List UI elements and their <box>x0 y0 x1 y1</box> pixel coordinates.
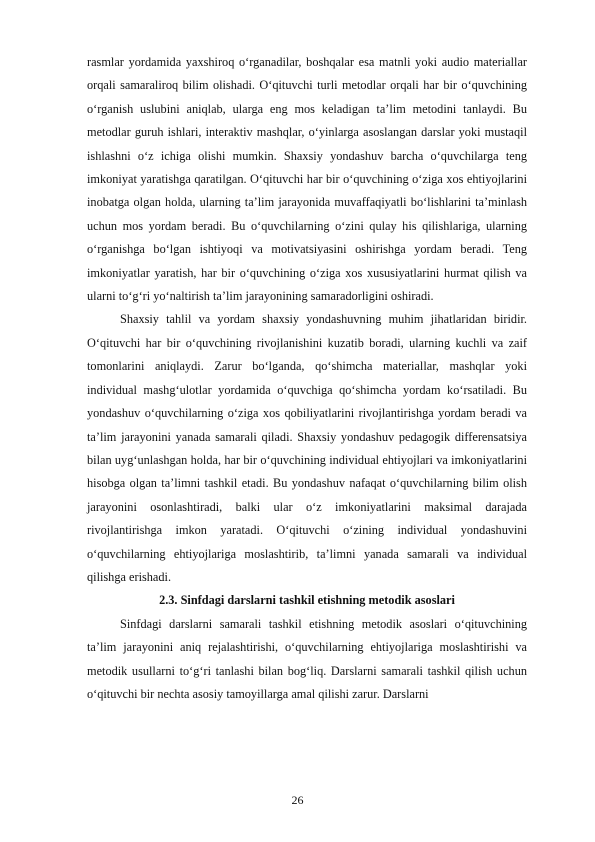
section-heading: 2.3. Sinfdagi darslarni tashkil etishning metodik asoslari <box>159 593 455 608</box>
section-paragraph: Sinfdagi darslarni samarali tashkil etishning metodik asoslari o‘qituvchining ta’lim jarayonini aniq rejalashtirishi, o‘quvchilarning ehtiyojlariga moslashtirishi va metodik usullarni to‘g‘ri tanlashi bilan bog‘liq. Darslarni samarali tashkil qilish uchun o‘qituvchi bir nechta asosiy tamoyillarga amal qilishi zarur. Darslarni <box>87 616 527 701</box>
paragraph-1: rasmlar yordamida yaxshiroq o‘rganadilar, boshqalar esa matnli yoki audio materiallar orqali samaraliroq bilim olishadi. O‘qituvchi turli metodlar orqali har bir o‘quvchining o‘rganish uslubini aniqlab, ularga eng mos keladigan ta’lim metodini tanlaydi. Bu metodlar guruh ishlari, interaktiv mashqlar, o‘yinlarga asoslangan darslar yoki mustaqil ishlashni o‘z ichiga olishi mumkin. Shaxsiy yondashuv barcha o‘quvchilarga teng imkoniyat yaratishga qaratilgan. O‘qituvchi har bir o‘quvchining o‘ziga xos ehtiyojlarini inobatga olgan holda, ularning ta’lim jarayonida muvaffaqiyatli bo‘lishlarini ta’minlash uchun mos yordam beradi. Bu o‘quvchilarning o‘zini qulay his qilishlariga, ularning o‘rganishga bo‘lgan ishtiyoqi va motivatsiyasini oshirishga yordam beradi. Teng imkoniyatlar yaratish, har bir o‘quvchining o‘ziga xos xususiyatlarini hurmat qilish va ularni to‘g‘ri yo‘naltirish ta’lim jarayonining samaradorligini oshiradi. <box>87 55 527 304</box>
page-number: 26 <box>291 793 304 807</box>
paragraph-2: Shaxsiy tahlil va yordam shaxsiy yondashuvning muhim jihatlaridan biridir. O‘qituvchi har bir o‘quvchining rivojlanishini kuzatib boradi, ularning kuchli va zaif tomonlarini aniqlaydi. Zarur bo‘lganda, qo‘shimcha materiallar, mashqlar yoki individual mashg‘ulotlar yordamida o‘quvchiga qo‘shimcha yordam ko‘rsatiladi. Bu yondashuv o‘quvchilarning o‘ziga xos qobiliyatlarini rivojlantirishga yordam beradi va ta’lim jarayonini yanada samarali qiladi. Shaxsiy yondashuv pedagogik differensatsiya bilan uyg‘unlashgan holda, har bir o‘quvchining individual ehtiyojlari va imkoniyatlarini hisobga olgan ta’limni tashkil etadi. Bu yondashuv nafaqat o‘quvchilarning bilim olish jarayonini osonlashtiradi, balki ular o‘z imkoniyatlarini maksimal darajada rivojlantirishga imkon yaratadi. O‘qituvchi o‘zining individual yondashuvini o‘quvchilarning ehtiyojlariga moslashtirib, ta’limni yanada samarali va individual qilishga erishadi. <box>87 312 527 584</box>
document-page <box>87 51 527 706</box>
